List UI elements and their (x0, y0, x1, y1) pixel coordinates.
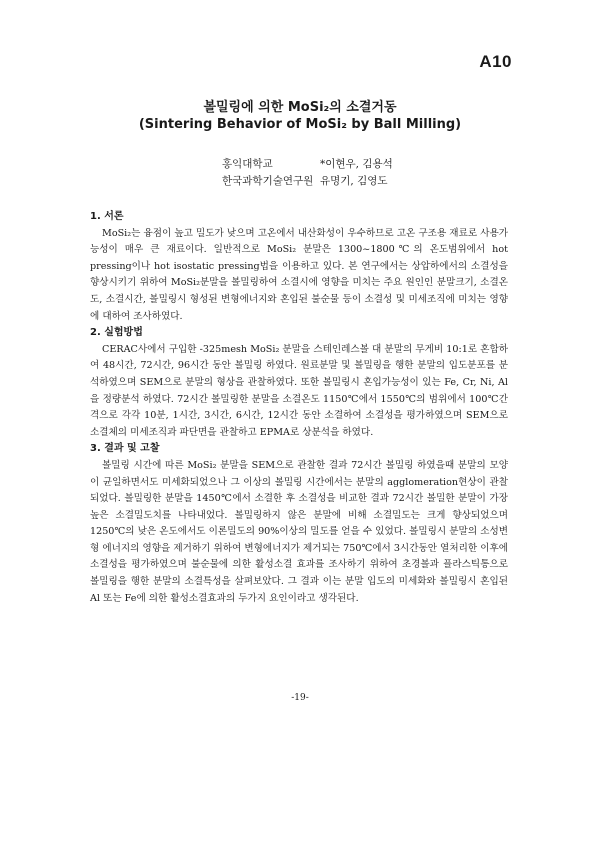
section-heading-introduction: 1. 서론 (90, 211, 124, 222)
author-affiliation: 홍익대학교 (222, 158, 273, 170)
section-text-methods: CERAC사에서 구입한 -325mesh MoSi₂ 분말을 스테인레스볼 대 분말의 무게비 10:1로 혼합하여 48시간, 72시간, 96시간 동안 볼밀링 하였다. 원료분말 및 볼밀링을 행한 분말의 입도분포를 분석하였으며 SEM으로 분말의 형상을 관찰하였다. 또한 볼밀링시 혼입가능성이 있는 Fe, Cr, Ni, Al을 정량분석 하였다. 72시간 볼밀링한 분말을 소결온도 1150℃에서 1550℃의 범위에서 100℃간격으로 각각 10분, 1시간, 3시간, 6시간, 12시간 동안 소결하여 소결성을 평가하였으며 SEM으로 소결체의 미세조직과 파단면을 관찰하고 EPMA로 상분석을 하였다. (90, 343, 508, 438)
page-number: -19- (291, 693, 309, 703)
section-text-results: 볼밀링 시간에 따른 MoSi₂ 분말을 SEM으로 관찰한 결과 72시간 볼밀링 하였을때 분말의 모양이 균일하면서도 미세화되었으나 그 이상의 볼밀링 시간에서는 분말의 agglomeration현상이 관찰되었다. 볼밀링한 분말을 1450℃에서 소결한 후 소결성을 비교한 결과 72시간 볼밀한 분말이 가장 높은 소결밀도치를 나타내었다. 볼밀링하지 않은 분말에 비해 소결밀도는 크게 향상되었으며 1250℃의 낮은 온도에서도 이론밀도의 90%이상의 밀도를 얻을 수 있었다. 볼밀링시 분말의 소성변형 에너지의 영향을 제거하기 위하여 변형에너지가 제거되는 750℃에서 3시간동안 열처리한 이후에 소결성을 평가하였으며 불순물에 의한 활성소결 효과를 조사하기 위하여 초경볼과 플라스틱통으로 볼밀링을 행한 분말의 소결특성을 살펴보았다. 그 결과 이는 분말 입도의 미세화와 볼밀링시 혼입된 Al 또는 Fe에 의한 활성소결효과의 두가지 요인이라고 생각된다. (90, 459, 508, 604)
author-row (222, 156, 393, 173)
title-english: (Sintering Behavior of MoSi₂ by Ball Milling) (138, 117, 462, 132)
paper-body (90, 209, 508, 607)
author-row (222, 173, 393, 190)
section-heading-methods: 2. 실험방법 (90, 327, 143, 339)
section-heading-results: 3. 결과 및 고찰 (90, 443, 160, 455)
author-names: *이현우, 김용석 (320, 158, 393, 170)
page-code: A10 (479, 52, 512, 71)
author-affiliation: 한국과학기술연구원 (222, 175, 314, 187)
author-block (222, 156, 393, 190)
author-names: 유명기, 김영도 (320, 175, 388, 187)
title-korean: 볼밀링에 의한 MoSi₂의 소결거동 (203, 100, 397, 115)
section-text-introduction: MoSi₂는 융점이 높고 밀도가 낮으며 고온에서 내산화성이 우수하므로 고온 구조용 재료로 사용가능성이 매우 큰 재료이다. 일반적으로 MoSi₂ 분말은 1300~1800℃의 온도범위에서 hot pressing이나 hot isostatic pressing법을 이용하고 있다. 본 연구에서는 상압하에서의 소결성을 향상시키기 위하여 MoSi₂분말을 볼밀링하여 소결시에 영향을 미치는 주요 원인인 분말크기, 소결온도, 소결시간, 볼밀링시 형성된 변형에너지와 혼입된 불순물 등이 소결성 및 미세조직에 미치는 영향에 대하여 조사하였다. (90, 227, 508, 322)
